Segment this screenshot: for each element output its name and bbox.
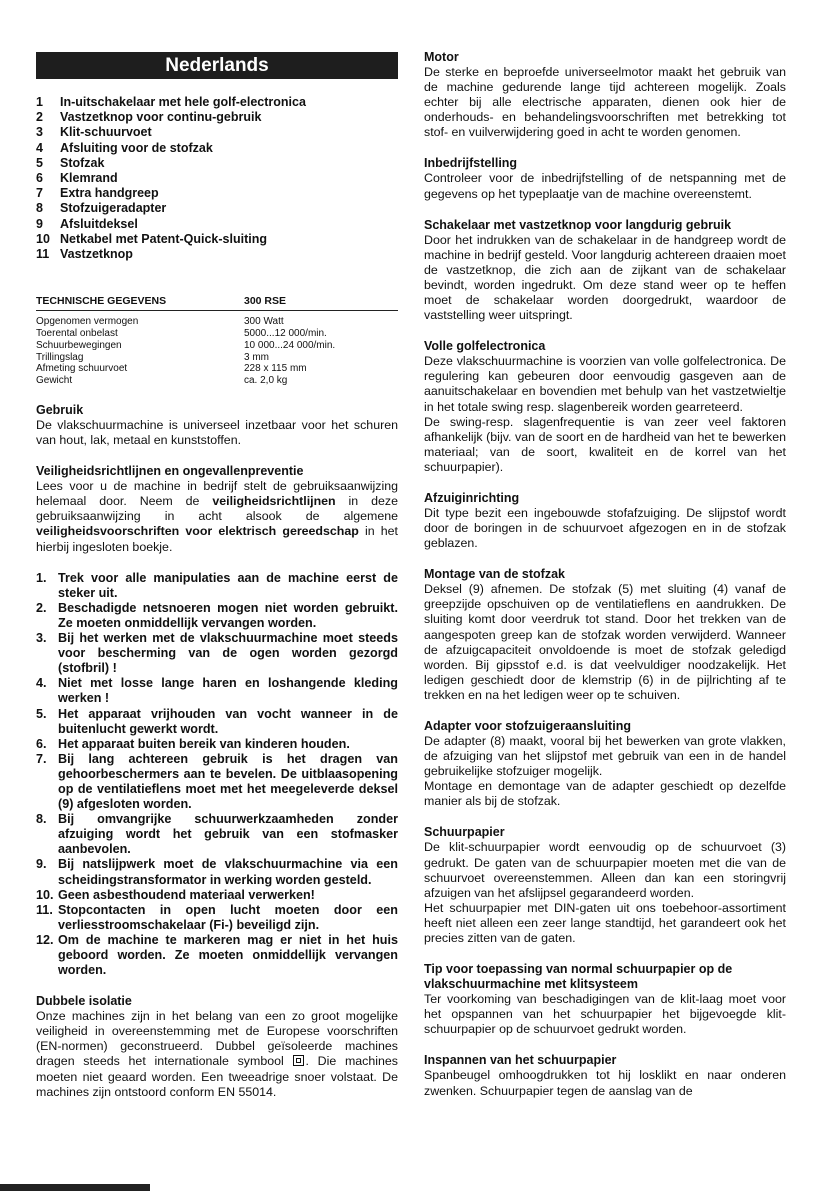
section-heading: Veiligheidsrichtlijnen en ongevallenpreventie <box>36 464 304 479</box>
section-adapter <box>424 719 786 809</box>
section-text: Deze vlakschuurmachine is voorzien van volle golfelectronica. De regulering kan gebeuren door eenvoudig gasgeven aan de aanuitschakelaar en bovendien met behulp van het vastzetwieltje in het totale swing resp. slagenbereik worden gearreteerd. <box>424 354 786 414</box>
section-heading: Afzuiginrichting <box>424 490 520 505</box>
list-item: 11. Stopcontacten in open lucht moeten door een verliesstroomschakelaar (Fi-) beveiligd zijn. <box>36 902 398 932</box>
section-tip <box>424 962 786 1037</box>
table-header: TECHNISCHE GEGEVENS 300 RSE <box>36 295 398 311</box>
table-row: Trillingslag 3 mm <box>36 351 269 363</box>
list-item: 3 Klit-schuurvoet <box>36 125 152 140</box>
section-inbedrijfstelling <box>424 156 786 201</box>
list-item: 7 Extra handgreep <box>36 186 159 201</box>
double-insulation-icon <box>293 1055 304 1066</box>
section-inspannen <box>424 1053 786 1098</box>
safety-rules-list <box>36 571 398 979</box>
list-item: 7. Bij lang achtereen gebruik is het dragen van gehoorbeschermers aan te bevelen. De uitblaasopening op de ventilatieflens moet met het meegeleverde deksel (9) afgesloten worden. <box>36 751 398 812</box>
list-item: 6. Het apparaat buiten bereik van kinderen houden. <box>36 736 350 751</box>
section-text: Door het indrukken van de schakelaar in de handgreep wordt de machine in bedrijf gesteld. Voor langdurig achtereen draaien moet de vastzetknop, die zich aan de zijkant van de schakelaar bevindt, worden ingedrukt. Om deze stand weer op te heffen moet de schakelaar worden doorgedrukt, waardoor de vaststelling weer uitspringt. <box>424 232 786 323</box>
section-heading: Motor <box>424 50 459 64</box>
right-column <box>424 50 786 1099</box>
table-row: Afmeting schuurvoet 228 x 115 mm <box>36 363 307 375</box>
table-row: Toerental onbelast 5000...12 000/min. <box>36 328 327 340</box>
section-heading: Inbedrijfstelling <box>424 156 518 171</box>
parts-list <box>36 95 398 262</box>
list-item: 12. Om de machine te markeren mag er niet in het huis geboord worden. Ze moeten onmiddellijk vervangen worden. <box>36 932 398 978</box>
table-row: Schuurbewegingen 10 000...24 000/min. <box>36 339 336 351</box>
list-item: 1. Trek voor alle manipulaties aan de machine eerst de steker uit. <box>36 570 398 600</box>
section-heading: Gebruik <box>36 403 84 418</box>
section-text: De klit-schuurpapier wordt eenvoudig op de schuurvoet (3) gedrukt. De gaten van de schuurpapier moeten met die van de schuurvoet overeenstemmen. Alleen dan kan een storingvrij afzuigen van het afslijpsel gegarandeerd worden. <box>424 840 786 900</box>
list-item: 9. Bij natslijpwerk moet de vlakschuurmachine via een scheidingstransformator in werking worden gesteld. <box>36 857 398 887</box>
section-text: De adapter (8) maakt, vooral bij het bewerken van grote vlakken, de afzuiging van het slijpstof met gebruik van een in de handel gebruikelijke stofzuiger mogelijk. <box>424 734 786 779</box>
section-gebruik <box>36 403 398 448</box>
list-item: 5 Stofzak <box>36 155 105 170</box>
list-item: 10 Netkabel met Patent-Quick-sluiting <box>36 231 267 246</box>
section-text: Onze machines zijn in het belang van een zo groot mogelijke veiligheid in overeenstemming met de Europese voorschriften (EN-normen) geconstrueerd. Dubbel geïsoleerde machines dragen steeds het internationale symbool . Die machines moeten niet geaard worden. Een tweeadrige snoer volstaat. De machines zijn ontstoord conform EN 55014. <box>36 1009 398 1099</box>
section-dubbele-isolatie <box>36 994 398 1100</box>
section-text: Montage en demontage van de adapter geschiedt op dezelfde manier als bij de stofzak. <box>424 779 786 809</box>
page-title: Nederlands <box>36 52 398 79</box>
section-text: Dit type bezit een ingebouwde stofafzuiging. De slijpstof wordt door de boringen in de schuurvoet afgezogen en in de stofzak geblazen. <box>424 505 786 551</box>
list-item: 2. Beschadigde netsnoeren mogen niet worden gebruikt. Ze moeten onmiddellijk vervangen worden. <box>36 600 398 630</box>
list-item: 8. Bij omvangrijke schuurwerkzaamheden zonder afzuiging wordt het gebruik van een stofmasker aanbevolen. <box>36 812 398 857</box>
technical-data-table <box>36 295 398 387</box>
section-heading: Schuurpapier <box>424 825 505 840</box>
list-item: 9 Afsluitdeksel <box>36 216 138 231</box>
list-item: 10. Geen asbesthoudend materiaal verwerken! <box>36 887 315 902</box>
section-text: Lees voor u de machine in bedrijf stelt de gebruiksaanwijzing helemaal door. Neem de veiligheidsrichtlijnen in deze gebruiksaanwijzing in acht alsook de algemene veiligheidsvoorschriften voor elektrisch gereedschap in het hierbij ingesloten boekje. <box>36 479 398 554</box>
section-heading: Dubbele isolatie <box>36 994 132 1009</box>
section-text: Deksel (9) afnemen. De stofzak (5) met sluiting (4) vanaf de greepzijde opschuiven op de ventilatieflens en aandrukken. De sluiting komt door veerdruk tot stand. Door het trekken van de aangespoten greep kan de stofzak worden verwijderd. Wanneer de afzuigcapaciteit onvoldoende is moet de stofzak geledigd worden. Bij gipsstof e.d. is dat veelvuldiger noodzakelijk. Het ledigen geschiedt door de klemstrip (6) in de pijlrichting af te trekken en na het ledigen weer op te schuiven. <box>424 582 786 702</box>
page-edge-strip <box>0 1184 150 1191</box>
section-text: Spanbeugel omhoogdrukken tot hij losklikt en naar onderen zwenken. Schuurpapier tegen de aanslag van de <box>424 1068 786 1098</box>
table-row: Opgenomen vermogen 300 Watt <box>36 316 284 328</box>
section-schakelaar <box>424 218 786 324</box>
list-item: 11 Vastzetknop <box>36 247 133 262</box>
section-heading: Schakelaar met vastzetknop voor langdurig gebruik <box>424 217 732 232</box>
list-item: 1 In-uitschakelaar met hele golf-electronica <box>36 95 306 109</box>
section-text: Ter voorkoming van beschadigingen van de klit-laag moet voor het opspannen van het schuurpapier het bijgevoegde klit-schuurpapier op de schuurvoet gedrukt worden. <box>424 992 786 1037</box>
section-afzuiginrichting <box>424 491 786 551</box>
section-text: Het schuurpapier met DIN-gaten uit ons toebehoor-assortiment heeft niet alleen een zeer lange standtijd, het garandeert ook het precies zitten van de gaten. <box>424 900 786 946</box>
section-text: De swing-resp. slagenfrequentie is van zeer veel faktoren afhankelijk (bijv. van de soort en de hardheid van het te bewerken materiaal; van de soort, kwaliteit en de korrel van het schuurpapier). <box>424 414 786 474</box>
section-montage-stofzak <box>424 567 786 703</box>
section-heading: Tip voor toepassing van normal schuurpapier op de vlakschuurmachine met klitsysteem <box>424 962 733 992</box>
section-schuurpapier <box>424 825 786 946</box>
section-heading: Montage van de stofzak <box>424 567 565 582</box>
list-item: 2 Vastzetknop voor continu-gebruik <box>36 110 262 125</box>
section-heading: Inspannen van het schuurpapier <box>424 1053 617 1068</box>
table-row: Gewicht ca. 2,0 kg <box>36 375 288 387</box>
section-text: De sterke en beproefde universeelmotor maakt het gebruik van de machine gedurende lange tijd achtereen mogelijk. Zoals echter bij alle electrische apparaten, dienen ook hier de onderhouds- en behandelingsvoorschriften met betrekking tot stof- en vuilverwijdering goed in acht te worden genomen. <box>424 65 786 140</box>
list-item: 8 Stofzuigeradapter <box>36 201 167 216</box>
list-item: 5. Het apparaat vrijhouden van vocht wanneer in de buitenlucht gewerkt wordt. <box>36 706 398 736</box>
section-motor <box>424 50 786 140</box>
list-item: 6 Klemrand <box>36 171 118 186</box>
section-golfelectronica <box>424 339 786 475</box>
section-text: De vlakschuurmachine is universeel inzetbaar voor het schuren van hout, lak, metaal en kunststoffen. <box>36 418 398 448</box>
section-heading: Adapter voor stofzuigeraansluiting <box>424 719 631 733</box>
list-item: 4. Niet met losse lange haren en loshangende kleding werken ! <box>36 676 398 706</box>
section-veiligheid <box>36 464 398 554</box>
list-item: 3. Bij het werken met de vlakschuurmachine moet steeds voor bescherming van de ogen worden gezorgd (stofbril) ! <box>36 631 398 676</box>
section-text: Controleer voor de inbedrijfstelling of de netspanning met de gegevens op het typeplaatje van de machine overeenstemt. <box>424 171 786 201</box>
section-heading: Volle golfelectronica <box>424 339 546 354</box>
left-column <box>36 50 398 1100</box>
list-item: 4 Afsluiting voor de stofzak <box>36 140 213 155</box>
